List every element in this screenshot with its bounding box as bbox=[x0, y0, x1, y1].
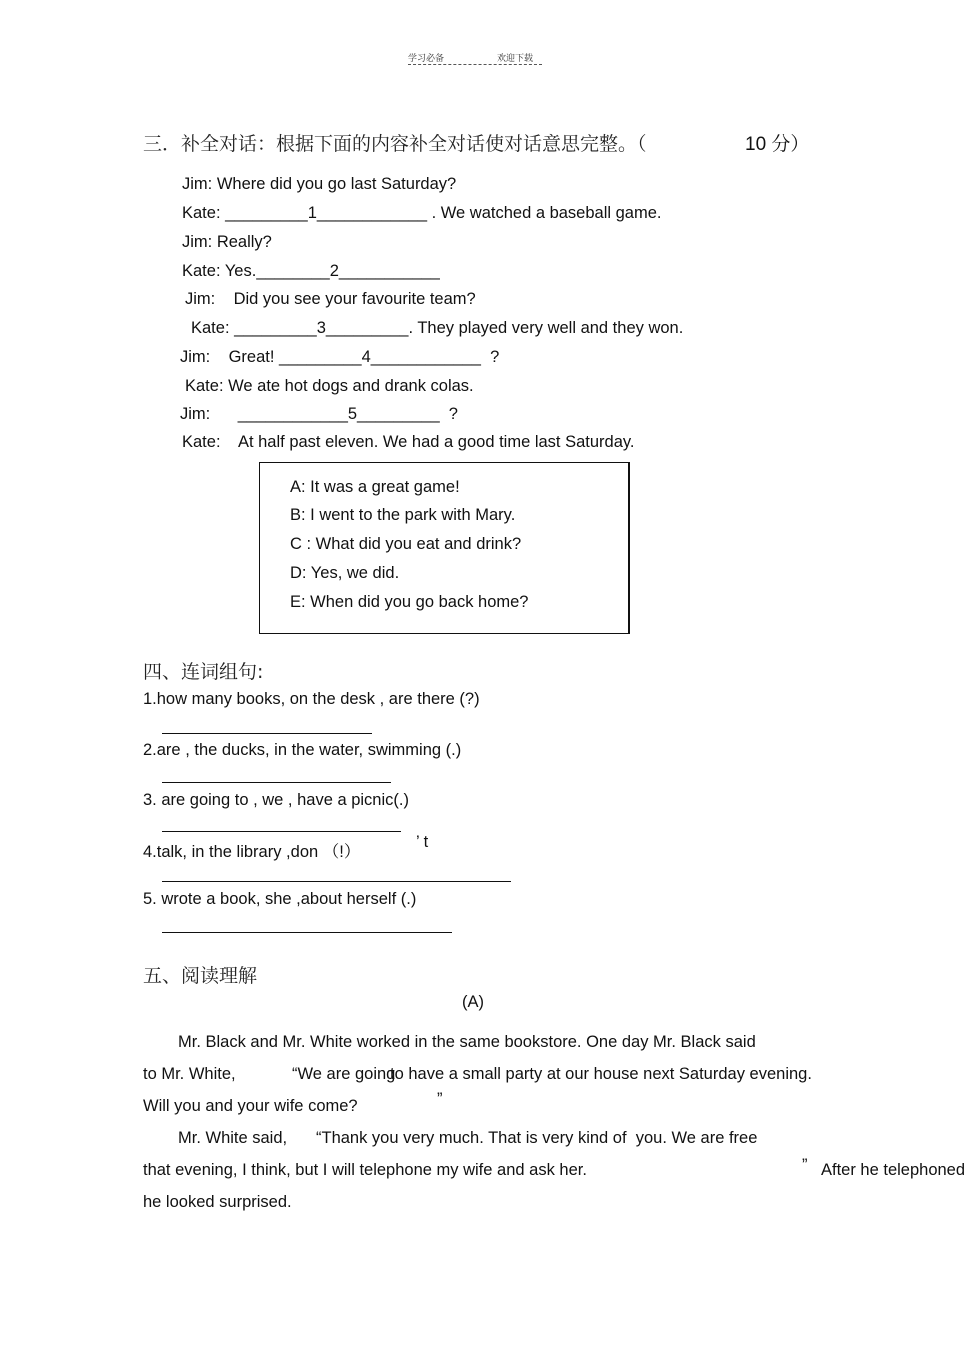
passage-line: “Thank you very much. That is very kind of you. We are free bbox=[316, 1129, 758, 1147]
sentence-item: 3. are going to , we , have a picnic(.) bbox=[143, 791, 409, 809]
passage-quote: ” bbox=[437, 1090, 443, 1108]
sentence-apostrophe: ’ t bbox=[416, 833, 429, 851]
dialogue-line: Kate: At half past eleven. We had a good time last Saturday. bbox=[182, 433, 635, 451]
sentence-item: 4.talk, in the library ,don （!） bbox=[143, 843, 361, 861]
dialogue-line: Jim: ____________5_________ ? bbox=[180, 405, 458, 423]
passage-line: to Mr. White, bbox=[143, 1065, 236, 1083]
option-d: D: Yes, we did. bbox=[290, 564, 400, 582]
dialogue-line: Jim: Where did you go last Saturday? bbox=[182, 175, 457, 193]
header-right-text: 欢迎下载 bbox=[497, 54, 534, 64]
dialogue-line: Kate: _________1____________ . We watched a baseball game. bbox=[182, 204, 662, 222]
dialogue-line: Jim: Did you see your favourite team? bbox=[185, 290, 476, 308]
dialogue-line: Kate: We ate hot dogs and drank colas. bbox=[185, 377, 474, 395]
answer-line bbox=[162, 881, 511, 882]
passage-line: Mr. White said, bbox=[178, 1129, 288, 1147]
option-b: B: I went to the park with Mary. bbox=[290, 506, 516, 524]
passage-quote: ” bbox=[802, 1156, 808, 1174]
passage-line: After he telephoned bbox=[821, 1161, 965, 1179]
sentence-item: 1.how many books, on the desk , are there (?) bbox=[143, 690, 480, 708]
dialogue-line: Kate: _________3_________. They played very well and they won. bbox=[191, 319, 684, 337]
answer-line bbox=[162, 831, 401, 832]
passage-line: he looked surprised. bbox=[143, 1193, 292, 1211]
dialogue-line: Jim: Really? bbox=[182, 233, 272, 251]
section4-title: 四、连词组句: bbox=[143, 661, 264, 683]
passage-line: Will you and your wife come? bbox=[143, 1097, 358, 1115]
header-left-text: 学习必备 bbox=[408, 54, 445, 64]
section5-title: 五、阅读理解 bbox=[143, 965, 258, 987]
section3-title: 三．补全对话：根据下面的内容补全对话使对话意思完整。（ bbox=[143, 133, 647, 155]
passage-label: (A) bbox=[462, 993, 484, 1011]
passage-line: “We are going bbox=[292, 1065, 396, 1083]
answer-line bbox=[162, 733, 372, 734]
passage-line: that evening, I think, but I will telephone my wife and ask her. bbox=[143, 1161, 587, 1179]
sentence-item: 2.are , the ducks, in the water, swimming (.) bbox=[143, 741, 462, 759]
dialogue-line: Kate: Yes.________2___________ bbox=[182, 262, 440, 280]
header-divider bbox=[408, 64, 542, 65]
sentence-item: 5. wrote a book, she ,about herself (.) bbox=[143, 890, 417, 908]
passage-line: to have a small party at our house next Saturday evening. bbox=[390, 1065, 812, 1083]
answer-line bbox=[162, 932, 452, 933]
option-c: C : What did you eat and drink? bbox=[290, 535, 522, 553]
option-e: E: When did you go back home? bbox=[290, 593, 529, 611]
dialogue-line: Jim: Great! _________4____________ ? bbox=[180, 348, 500, 366]
section3-score: 10 分） bbox=[745, 134, 810, 155]
answer-line bbox=[162, 782, 391, 783]
option-a: A: It was a great game! bbox=[290, 478, 460, 496]
passage-line: Mr. Black and Mr. White worked in the same bookstore. One day Mr. Black said bbox=[178, 1033, 756, 1051]
